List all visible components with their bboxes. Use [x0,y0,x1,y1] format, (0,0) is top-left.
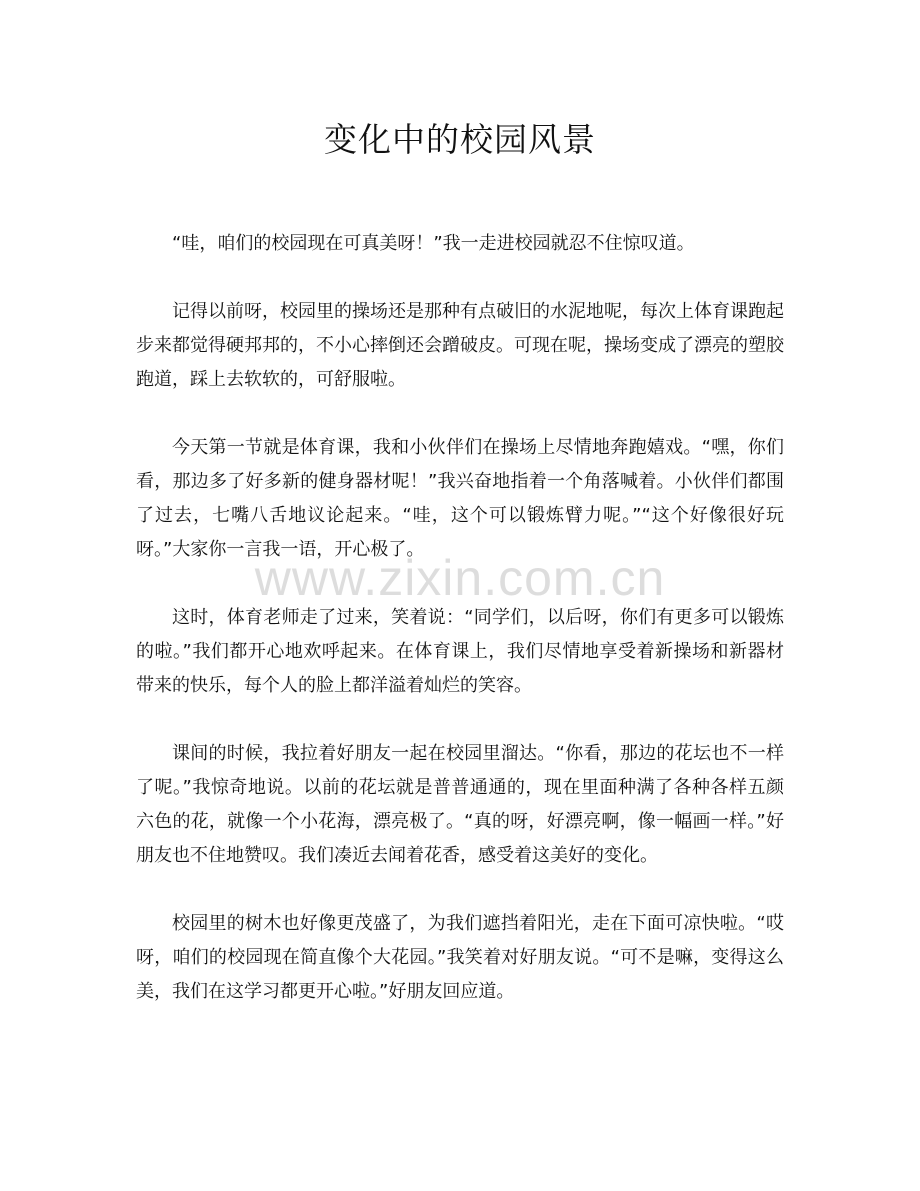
paragraph: 校园里的树木也好像更茂盛了，为我们遮挡着阳光，走在下面可凉快啦。“哎呀，咱们的校园现在简直像个大花园。”我笑着对好朋友说。“可不是嘛，变得这么美，我们在这学习都更开心啦。”好朋友回应道。 [136,913,784,1002]
paragraph: 记得以前呀，校园里的操场还是那种有点破旧的水泥地呢，每次上体育课跑起步来都觉得硬邦邦的，不小心摔倒还会蹭破皮。可现在呢，操场变成了漂亮的塑胶跑道，踩上去软软的，可舒服啦。 [136,301,784,390]
paragraph: 这时，体育老师走了过来，笑着说：“同学们，以后呀，你们有更多可以锻炼的啦。”我们都开心地欢呼起来。在体育课上，我们尽情地享受着新操场和新器材带来的快乐，每个人的脸上都洋溢着灿烂的笑容。 [136,607,784,696]
document-title: 变化中的校园风景 [324,120,596,159]
document-body [136,227,784,1043]
watermark: www.zixin.com.cn [254,550,666,606]
paragraph: 课间的时候，我拉着好朋友一起在校园里溜达。“你看，那边的花坛也不一样了呢。”我惊奇地说。以前的花坛就是普普通通的，现在里面种满了各种各样五颜六色的花，就像一个小花海，漂亮极了。“真的呀，好漂亮啊，像一幅画一样。”好朋友也不住地赞叹。我们凑近去闻着花香，感受着这美好的变化。 [136,743,784,866]
paragraph: “哇，咱们的校园现在可真美呀！”我一走进校园就忍不住惊叹道。 [172,233,695,254]
paragraph: 今天第一节就是体育课，我和小伙伴们在操场上尽情地奔跑嬉戏。“嘿，你们看，那边多了好多新的健身器材呢！”我兴奋地指着一个角落喊着。小伙伴们都围了过去，七嘴八舌地议论起来。“哇，这个可以锻炼臂力呢。”“这个好像很好玩呀。”大家你一言我一语，开心极了。 [136,437,784,560]
